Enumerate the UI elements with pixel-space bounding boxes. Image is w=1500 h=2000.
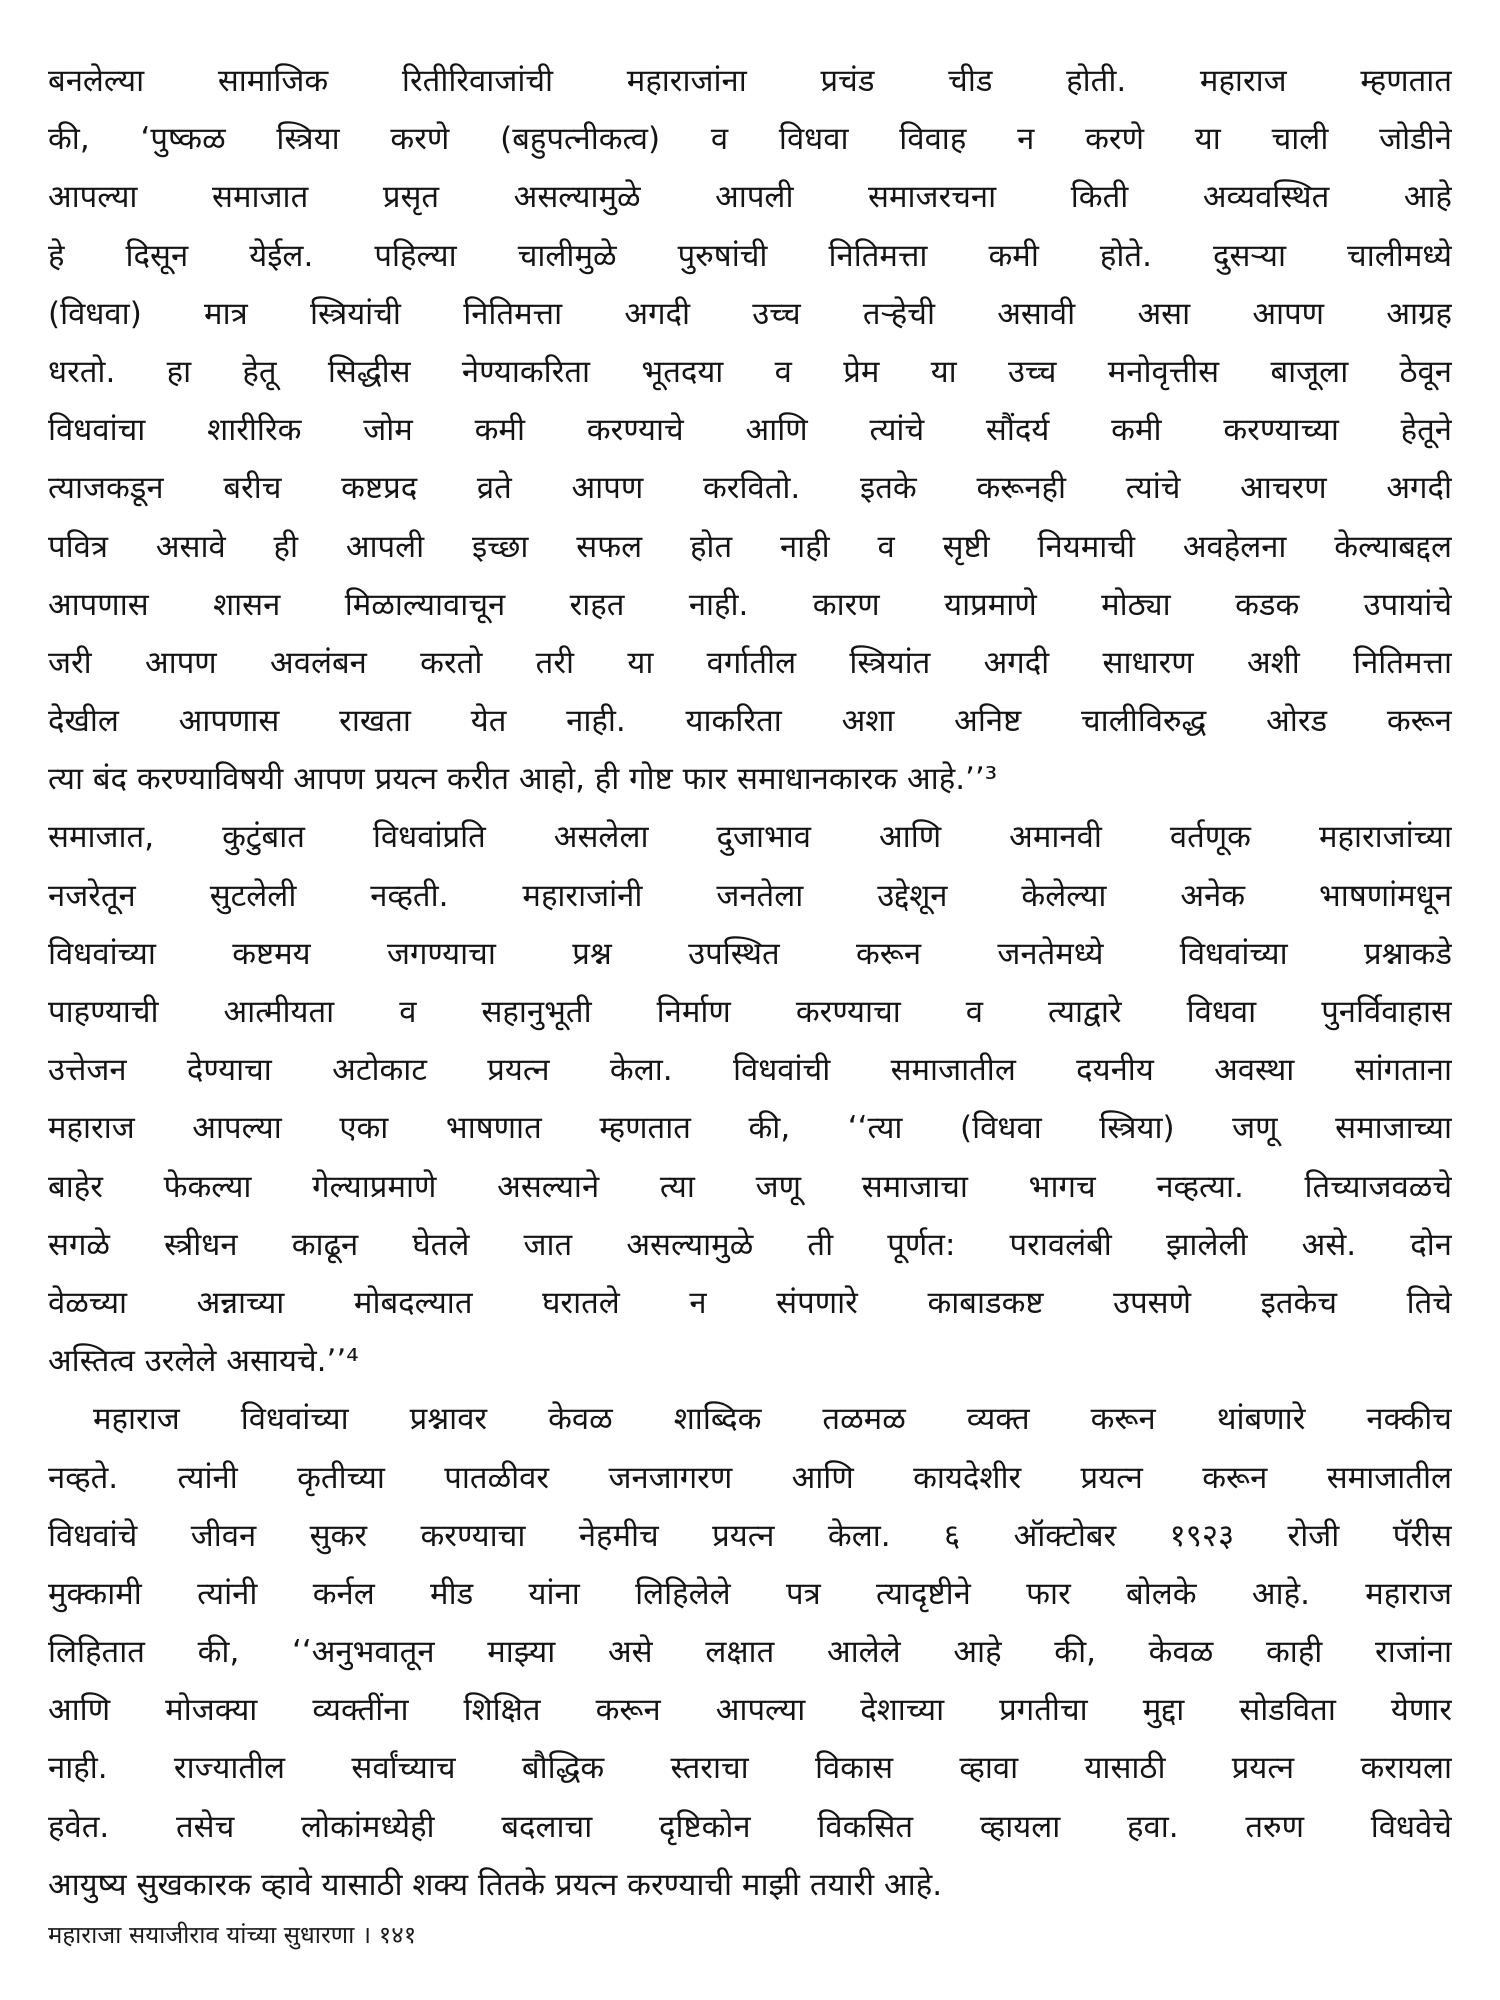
text-line: (विधवा) मात्र स्त्रियांची नितिमत्ता अगदी उच्च तऱ्हेची असावी असा आपण आग्रह <box>48 295 1452 332</box>
text-line: मुक्कामी त्यांनी कर्नल मीड यांना लिहिलेले पत्र त्यादृष्टीने फार बोलके आहे. महाराज <box>48 1575 1452 1612</box>
text-line: नजरेतून सुटलेली नव्हती. महाराजांनी जनतेला उद्देशून केलेल्या अनेक भाषणांमधून <box>48 877 1452 914</box>
text-line: आपणास शासन मिळाल्यावाचून राहत नाही. कारण याप्रमाणे मोठ्या कडक उपायांचे <box>48 586 1452 623</box>
paragraph <box>48 1390 1452 1914</box>
text-line: हवेत. तसेच लोकांमध्येही बदलाचा दृष्टिकोन विकसित व्हायला हवा. तरुण विधवेचे <box>48 1808 1452 1845</box>
text-line: देखील आपणास राखता येत नाही. याकरिता अशा अनिष्ट चालीविरुद्ध ओरड करून <box>48 703 1452 740</box>
text-line: जरी आपण अवलंबन करतो तरी या वर्गातील स्त्रियांत अगदी साधारण अशी नितिमत्ता <box>48 644 1452 681</box>
text-line: विधवांचा शारीरिक जोम कमी करण्याचे आणि त्यांचे सौंदर्य कमी करण्याच्या हेतूने <box>48 412 1452 449</box>
text-line: विधवांच्या कष्टमय जगण्याचा प्रश्न उपस्थित करून जनतेमध्ये विधवांच्या प्रश्नाकडे <box>48 935 1452 972</box>
text-line: आणि मोजक्या व्यक्तींना शिक्षित करून आपल्या देशाच्या प्रगतीचा मुद्दा सोडविता येणार <box>48 1692 1452 1729</box>
text-line: त्याजकडून बरीच कष्टप्रद व्रते आपण करवितो. इतके करूनही त्यांचे आचरण अगदी <box>48 470 1452 507</box>
text-line: हे दिसून येईल. पहिल्या चालीमुळे पुरुषांची नितिमत्ता कमी होते. दुसऱ्या चालीमध्ये <box>48 237 1452 274</box>
text-line: आयुष्य सुखकारक व्हावे यासाठी शक्य तितके प्रयत्न करण्याची माझी तयारी आहे. <box>48 1866 943 1903</box>
text-line: उत्तेजन देण्याचा अटोकाट प्रयत्न केला. विधवांची समाजातील दयनीय अवस्था सांगताना <box>48 1052 1452 1089</box>
body-text <box>48 52 1452 1914</box>
text-line: अस्तित्व उरलेले असायचे.’’⁴ <box>48 1343 359 1380</box>
text-line: समाजात, कुटुंबात विधवांप्रति असलेला दुजाभाव आणि अमानवी वर्तणूक महाराजांच्या <box>48 819 1452 856</box>
text-line: सगळे स्त्रीधन काढून घेतले जात असल्यामुळे ती पूर्णत: परावलंबी झालेली असे. दोन <box>48 1226 1452 1263</box>
text-line: वेळच्या अन्नाच्या मोबदल्यात घरातले न संपणारे काबाडकष्ट उपसणे इतकेच तिचे <box>48 1284 1452 1321</box>
text-line: नव्हते. त्यांनी कृतीच्या पातळीवर जनजागरण आणि कायदेशीर प्रयत्न करून समाजातील <box>48 1459 1452 1496</box>
text-line: पवित्र असावे ही आपली इच्छा सफल होत नाही व सृष्टी नियमाची अवहेलना केल्याबद्दल <box>48 528 1452 565</box>
text-line: महाराज आपल्या एका भाषणात म्हणतात की, ‘‘त्या (विधवा स्त्रिया) जणू समाजाच्या <box>48 1110 1452 1147</box>
text-line: विधवांचे जीवन सुकर करण्याचा नेहमीच प्रयत्न केला. ६ ऑक्टोबर १९२३ रोजी पॅरीस <box>48 1517 1452 1554</box>
paragraph <box>48 52 1452 808</box>
text-line: आपल्या समाजात प्रसृत असल्यामुळे आपली समाजरचना किती अव्यवस्थित आहे <box>48 179 1452 216</box>
text-line: नाही. राज्यातील सर्वांच्याच बौद्धिक स्तराचा विकास व्हावा यासाठी प्रयत्न करायला <box>48 1750 1452 1787</box>
text-line: बनलेल्या सामाजिक रितीरिवाजांची महाराजांना प्रचंड चीड होती. महाराज म्हणतात <box>48 63 1452 99</box>
text-line: पाहण्याची आत्मीयता व सहानुभूती निर्माण करण्याचा व त्याद्वारे विधवा पुनर्विवाहास <box>48 994 1452 1030</box>
text-line: बाहेर फेकल्या गेल्याप्रमाणे असल्याने त्या जणू समाजाचा भागच नव्हत्या. तिच्याजवळचे <box>48 1168 1452 1205</box>
text-line: महाराज विधवांच्या प्रश्नावर केवळ शाब्दिक तळमळ व्यक्त करून थांबणारे नक्कीच <box>93 1401 1452 1438</box>
text-line: धरतो. हा हेतू सिद्धीस नेण्याकरिता भूतदया व प्रेम या उच्च मनोवृत्तीस बाजूला ठेवून <box>48 353 1452 390</box>
text-line: लिहितात की, ‘‘अनुभवातून माझ्या असे लक्षात आलेले आहे की, केवळ काही राजांना <box>48 1634 1452 1671</box>
page-footer: महाराजा सयाजीराव यांच्या सुधारणा । १४१ <box>48 1921 417 1949</box>
paragraph <box>48 808 1452 1390</box>
text-line: त्या बंद करण्याविषयी आपण प्रयत्न करीत आहो, ही गोष्ट फार समाधानकारक आहे.’’³ <box>48 761 998 798</box>
text-line: की, ‘पुष्कळ स्त्रिया करणे (बहुपत्नीकत्व) व विधवा विवाह न करणे या चाली जोडीने <box>48 121 1452 158</box>
